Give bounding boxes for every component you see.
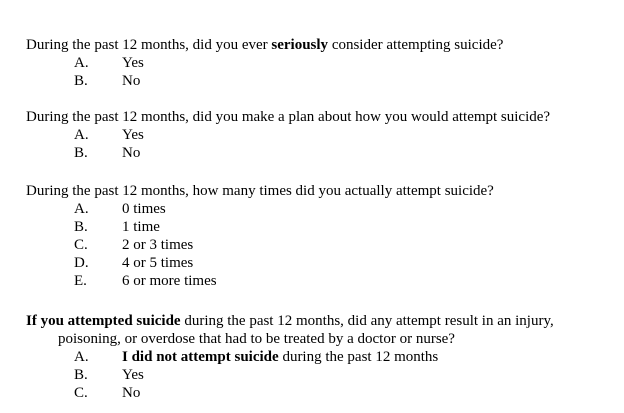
option-0-times[interactable] (26, 200, 616, 218)
option-2-or-3-times[interactable] (26, 236, 616, 254)
option-label: No (122, 385, 141, 401)
option-no[interactable] (26, 72, 616, 90)
option-no[interactable] (26, 144, 616, 162)
emphasis-did-not-attempt: I did not attempt suicide (122, 349, 279, 365)
question-text: During the past 12 months, did you ever seriously consider attempting suicide? (26, 37, 504, 53)
option-yes[interactable] (26, 366, 616, 384)
option-yes[interactable] (26, 54, 616, 72)
option-label: Yes (122, 55, 144, 71)
option-letter: A. (74, 55, 89, 71)
option-did-not-attempt[interactable] (26, 348, 616, 366)
option-letter: C. (74, 385, 88, 401)
option-label: 6 or more times (122, 273, 217, 289)
option-yes[interactable] (26, 126, 616, 144)
option-no[interactable] (26, 384, 616, 402)
option-4-or-5-times[interactable] (26, 254, 616, 272)
option-letter: B. (74, 73, 88, 89)
option-letter: E. (74, 273, 87, 289)
option-label: I did not attempt suicide during the past 12 months (122, 349, 439, 365)
option-label: 0 times (122, 201, 166, 217)
option-letter: D. (74, 255, 89, 271)
question-text: During the past 12 months, how many times did you actually attempt suicide? (26, 183, 494, 199)
option-label: Yes (122, 367, 144, 383)
question-attempt-count (26, 182, 616, 290)
emphasis-if-attempted: If you attempted suicide (26, 313, 181, 329)
option-label: 1 time (122, 219, 160, 235)
option-label: 2 or 3 times (122, 237, 194, 253)
option-letter: A. (74, 349, 89, 365)
option-label: Yes (122, 127, 144, 143)
question-seriously-consider (26, 36, 616, 90)
option-letter: C. (74, 237, 88, 253)
option-1-time[interactable] (26, 218, 616, 236)
option-label: No (122, 73, 141, 89)
option-6-or-more-times[interactable] (26, 272, 616, 290)
option-letter: B. (74, 219, 88, 235)
question-text: During the past 12 months, did you make a plan about how you would attempt suicide? (26, 109, 551, 125)
option-letter: A. (74, 127, 89, 143)
option-letter: B. (74, 145, 88, 161)
option-label: 4 or 5 times (122, 255, 194, 271)
option-letter: A. (74, 201, 89, 217)
option-label: No (122, 145, 141, 161)
question-attempt-injury (26, 312, 616, 402)
option-letter: B. (74, 367, 88, 383)
question-text: If you attempted suicide during the past 12 months, did any attempt result in an injury, poisoning, or overdose that had to be treated by a doctor or nurse? (26, 313, 554, 347)
question-make-plan (26, 108, 616, 162)
emphasis-seriously: seriously (271, 37, 329, 53)
